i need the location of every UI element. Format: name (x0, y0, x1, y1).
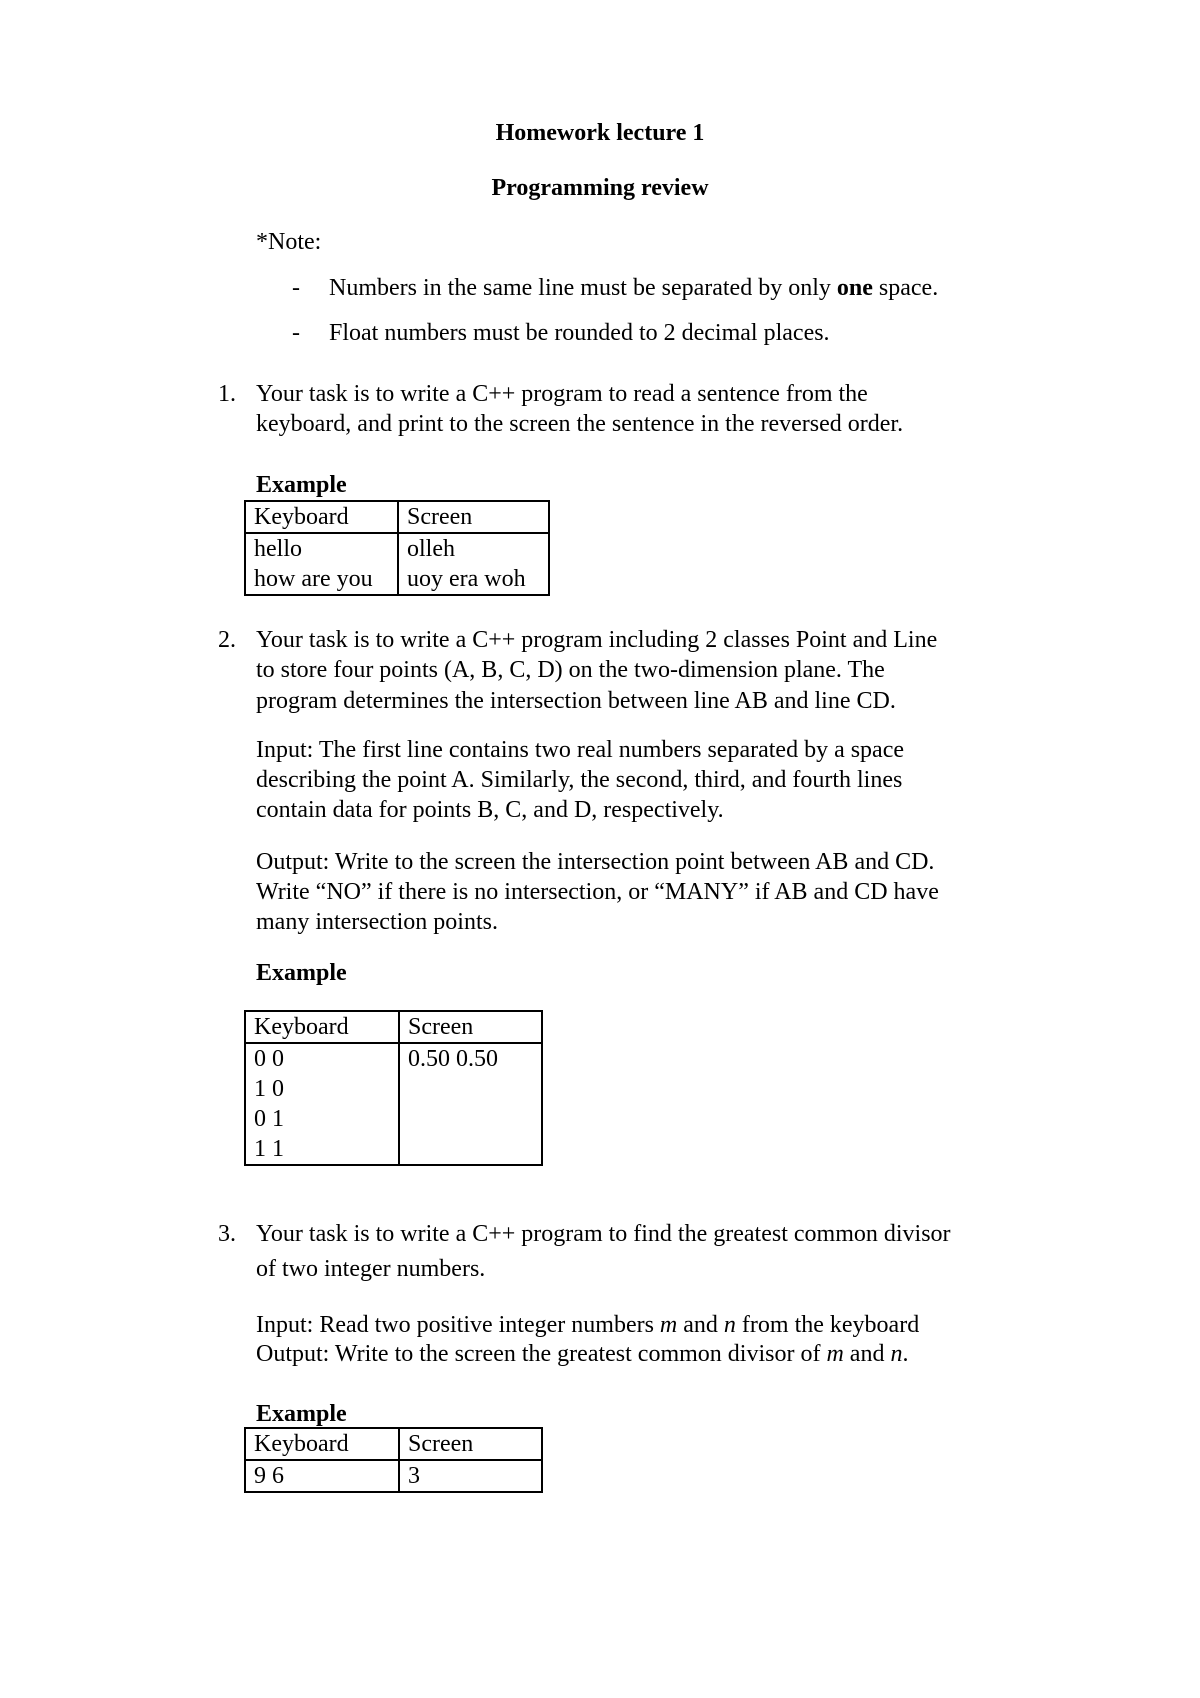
example-label: Example (256, 960, 347, 986)
page-title: Homework lecture 1 (495, 120, 705, 146)
table-header-screen: Screen (398, 501, 549, 533)
note-bullet-dash: - (292, 275, 300, 301)
input-description: describing the point A. Similarly, the second, third, and fourth lines (256, 767, 903, 793)
table-header-screen: Screen (399, 1011, 542, 1043)
example-table (244, 1427, 543, 1493)
table-cell-screen: 0.50 0.50 (399, 1043, 542, 1165)
table-header-keyboard: Keyboard (245, 501, 398, 533)
table-header-row (245, 501, 549, 533)
table-cell-keyboard: 9 6 (245, 1460, 399, 1492)
problem-1-line: Your task is to write a C++ program to read a sentence from the (256, 381, 868, 407)
table-header-row (245, 1428, 542, 1460)
problem-3-line: Your task is to write a C++ program to find the greatest common divisor (256, 1221, 951, 1247)
table-cell-screen: olleh uoy era woh (398, 533, 549, 595)
example-label: Example (256, 472, 347, 498)
output-description: Output: Write to the screen the greatest common divisor of m and n. (256, 1341, 909, 1367)
note-bullet-2: Float numbers must be rounded to 2 decimal places. (329, 320, 830, 346)
problem-2-line: program determines the intersection between line AB and line CD. (256, 688, 896, 714)
table-cell-screen: 3 (399, 1460, 542, 1492)
table-header-keyboard: Keyboard (245, 1428, 399, 1460)
table-cell-keyboard: hello how are you (245, 533, 398, 595)
note-bullet-1: Numbers in the same line must be separated by only one space. (329, 275, 939, 301)
input-description: contain data for points B, C, and D, respectively. (256, 797, 724, 823)
problem-2-line: to store four points (A, B, C, D) on the two-dimension plane. The (256, 657, 885, 683)
example-table (244, 1010, 543, 1166)
problem-number: 1. (218, 381, 236, 407)
page-subtitle: Programming review (491, 175, 709, 201)
example-label: Example (256, 1401, 347, 1427)
output-description: many intersection points. (256, 909, 498, 935)
table-row (245, 1460, 542, 1492)
table-header-screen: Screen (399, 1428, 542, 1460)
table-header-row (245, 1011, 542, 1043)
note-label: *Note: (256, 229, 322, 255)
problem-1-line: keyboard, and print to the screen the sentence in the reversed order. (256, 411, 904, 437)
problem-2-line: Your task is to write a C++ program including 2 classes Point and Line (256, 627, 938, 653)
output-description: Write “NO” if there is no intersection, or “MANY” if AB and CD have (256, 879, 939, 905)
problem-3-line: of two integer numbers. (256, 1256, 486, 1282)
table-cell-keyboard: 0 0 1 0 0 1 1 1 (245, 1043, 399, 1165)
example-table (244, 500, 550, 596)
problem-number: 2. (218, 627, 236, 653)
problem-number: 3. (218, 1221, 236, 1247)
table-row (245, 533, 549, 595)
note-bullet-dash: - (292, 320, 300, 346)
input-description: Input: Read two positive integer numbers m and n from the keyboard (256, 1312, 920, 1338)
table-header-keyboard: Keyboard (245, 1011, 399, 1043)
table-row (245, 1043, 542, 1165)
output-description: Output: Write to the screen the intersection point between AB and CD. (256, 849, 935, 875)
input-description: Input: The first line contains two real numbers separated by a space (256, 737, 905, 763)
